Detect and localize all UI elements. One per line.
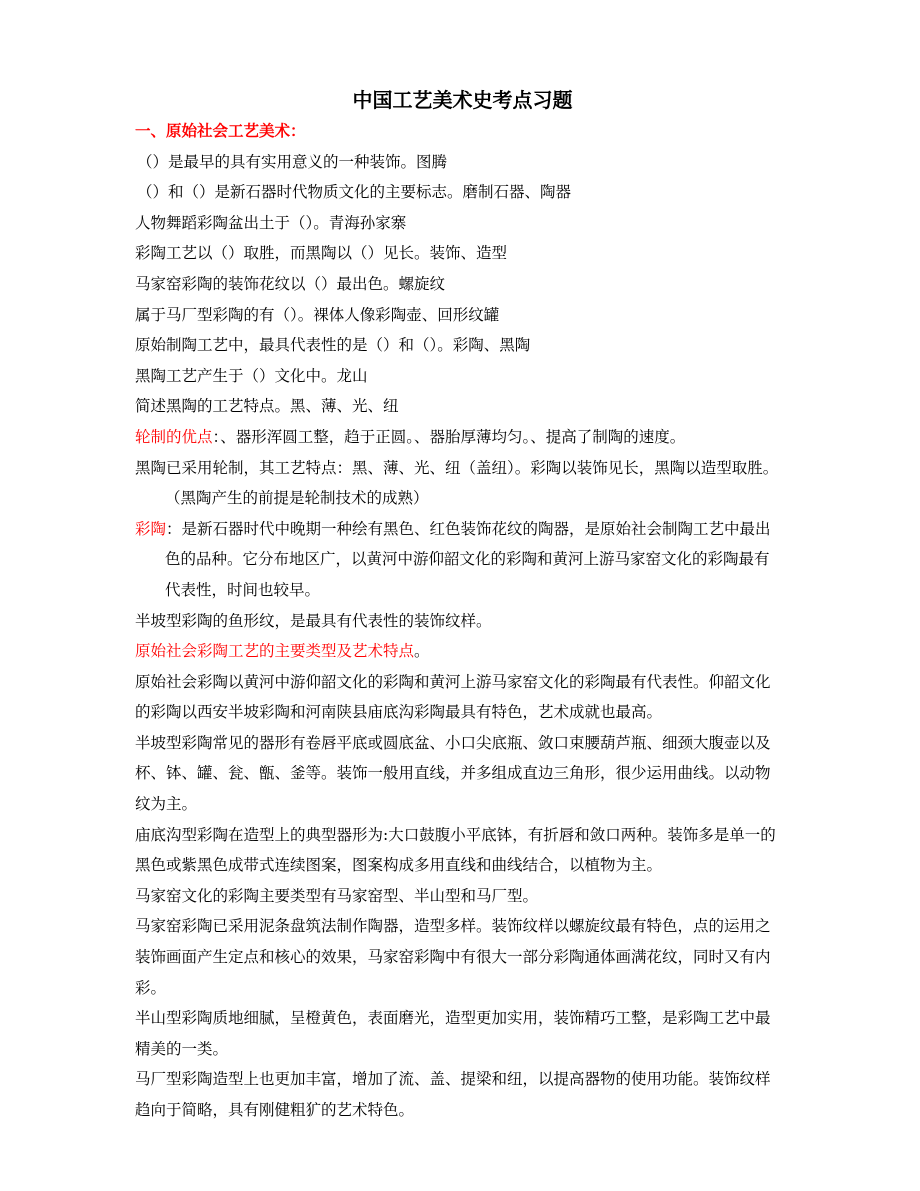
line-text: 半坡型彩陶常见的器形有卷唇平底或圆底盆、小口尖底瓶、敛口束腰葫芦瓶、细颈大腹壶以及 (135, 733, 771, 752)
text-line (135, 911, 790, 942)
text-line (135, 300, 790, 331)
text-line (135, 269, 790, 300)
line-text: 纹为主。 (135, 795, 198, 814)
text-line (135, 575, 790, 606)
text-line (135, 361, 790, 392)
text-line (135, 1064, 790, 1095)
text-line (135, 177, 790, 208)
line-text: 黑陶已采用轮制，其工艺特点：黑、薄、光、纽（盖纽）。彩陶以装饰见长，黑陶以造型取胜。 (135, 458, 779, 477)
line-text: 杯、钵、罐、瓮、甑、釜等。装饰一般用直线，并多组成直边三角形，很少运用曲线。以动物 (135, 764, 771, 783)
text-line (135, 391, 790, 422)
text-line (135, 330, 790, 361)
text-line (135, 1003, 790, 1034)
line-text: 精美的一类。 (135, 1039, 229, 1058)
line-text: 原始制陶工艺中，最具代表性的是（）和（）。彩陶、黑陶 (135, 336, 531, 355)
line-text: 。 (414, 642, 430, 661)
line-text: 彩。 (135, 978, 167, 997)
line-text: 彩陶工艺以（）取胜，而黑陶以（）见长。装饰、造型 (135, 244, 508, 263)
text-line (135, 758, 790, 789)
highlighted-term: 轮制的优点 (135, 427, 213, 446)
highlighted-term: 彩陶 (135, 519, 167, 538)
text-line (135, 1095, 790, 1126)
text-line (135, 422, 790, 453)
line-text: 色的品种。它分布地区广，以黄河中游仰韶文化的彩陶和黄河上游马家窑文化的彩陶最有 (165, 550, 770, 569)
highlighted-term: 一、原始社会工艺美术： (135, 122, 306, 140)
line-text: 装饰画面产生定点和核心的效果，马家窑彩陶中有很大一部分彩陶通体画满花纹，同时又有内 (135, 948, 771, 967)
line-text: 趋向于简略，具有刚健粗犷的艺术特色。 (135, 1101, 415, 1119)
line-text: 半坡型彩陶的鱼形纹，是最具有代表性的装饰纹样。 (135, 611, 492, 630)
line-text: 马家窑彩陶已采用泥条盘筑法制作陶器，造型多样。装饰纹样以螺旋纹最有特色，点的运用之 (135, 917, 771, 936)
line-text: 马厂型彩陶造型上也更加丰富，增加了流、盖、提梁和纽，以提高器物的使用功能。装饰纹样 (135, 1070, 771, 1089)
line-text: （）是最早的具有实用意义的一种装饰。图腾 (137, 152, 448, 171)
line-text: 庙底沟型彩陶在造型上的典型器形为:大口鼓腹小平底钵，有折唇和敛口两种。装饰多是单一的 (135, 825, 776, 844)
section-heading (135, 116, 790, 147)
text-line (135, 453, 790, 484)
line-text: ：、器形浑圆工整，趋于正圆。、器胎厚薄均匀。、提高了制陶的速度。 (212, 427, 686, 446)
text-line (135, 544, 790, 575)
text-line (135, 697, 790, 728)
text-line (135, 728, 790, 759)
line-text: 半山型彩陶质地细腻，呈橙黄色，表面磨光，造型更加实用，装饰精巧工整，是彩陶工艺中最 (135, 1009, 771, 1028)
text-line (135, 514, 790, 545)
line-text: 人物舞蹈彩陶盆出土于（）。青海孙家寨 (135, 213, 407, 232)
text-line (135, 606, 790, 637)
line-text: 代表性，时间也较早。 (165, 580, 321, 599)
document-page (135, 84, 790, 1126)
line-text: ：是新石器时代中晚期一种绘有黑色、红色装饰花纹的陶器，是原始社会制陶工艺中最出 (166, 519, 771, 538)
text-line (135, 1034, 790, 1065)
line-text: 马家窑文化的彩陶主要类型有马家窑型、半山型和马厂型。 (135, 886, 539, 905)
text-line (135, 636, 790, 667)
document-title: 中国工艺美术史考点习题 (352, 88, 573, 112)
text-line (135, 208, 790, 239)
text-line (135, 850, 790, 881)
text-line (135, 667, 790, 698)
document-body (135, 116, 790, 1126)
line-text: 马家窑彩陶的装饰花纹以（）最出色。螺旋纹 (135, 274, 446, 293)
text-line (135, 483, 790, 514)
line-text: 属于马厂型彩陶的有（）。裸体人像彩陶壶、回形纹罐 (135, 305, 500, 324)
line-text: 的彩陶以西安半坡彩陶和河南陕县庙底沟彩陶最具有特色，艺术成就也最高。 (135, 703, 663, 722)
text-line (135, 973, 790, 1004)
line-text: （黑陶产生的前提是轮制技术的成熟） (165, 489, 429, 508)
line-text: 简述黑陶的工艺特点。黑、薄、光、纽 (135, 397, 399, 416)
text-line (135, 789, 790, 820)
text-line (135, 942, 790, 973)
line-text: 黑色或紫黑色成带式连续图案，图案构成多用直线和曲线结合，以植物为主。 (135, 856, 663, 875)
line-text: 原始社会彩陶以黄河中游仰韶文化的彩陶和黄河上游马家窑文化的彩陶最有代表性。仰韶文化 (135, 672, 771, 691)
line-text: （）和（）是新石器时代物质文化的主要标志。磨制石器、陶器 (137, 183, 572, 202)
text-line (135, 820, 790, 851)
text-line (135, 147, 790, 178)
text-line (135, 238, 790, 269)
text-line (135, 881, 790, 912)
highlighted-term: 原始社会彩陶工艺的主要类型及艺术特点 (135, 642, 415, 661)
line-text: 黑陶工艺产生于（）文化中。龙山 (135, 366, 368, 385)
